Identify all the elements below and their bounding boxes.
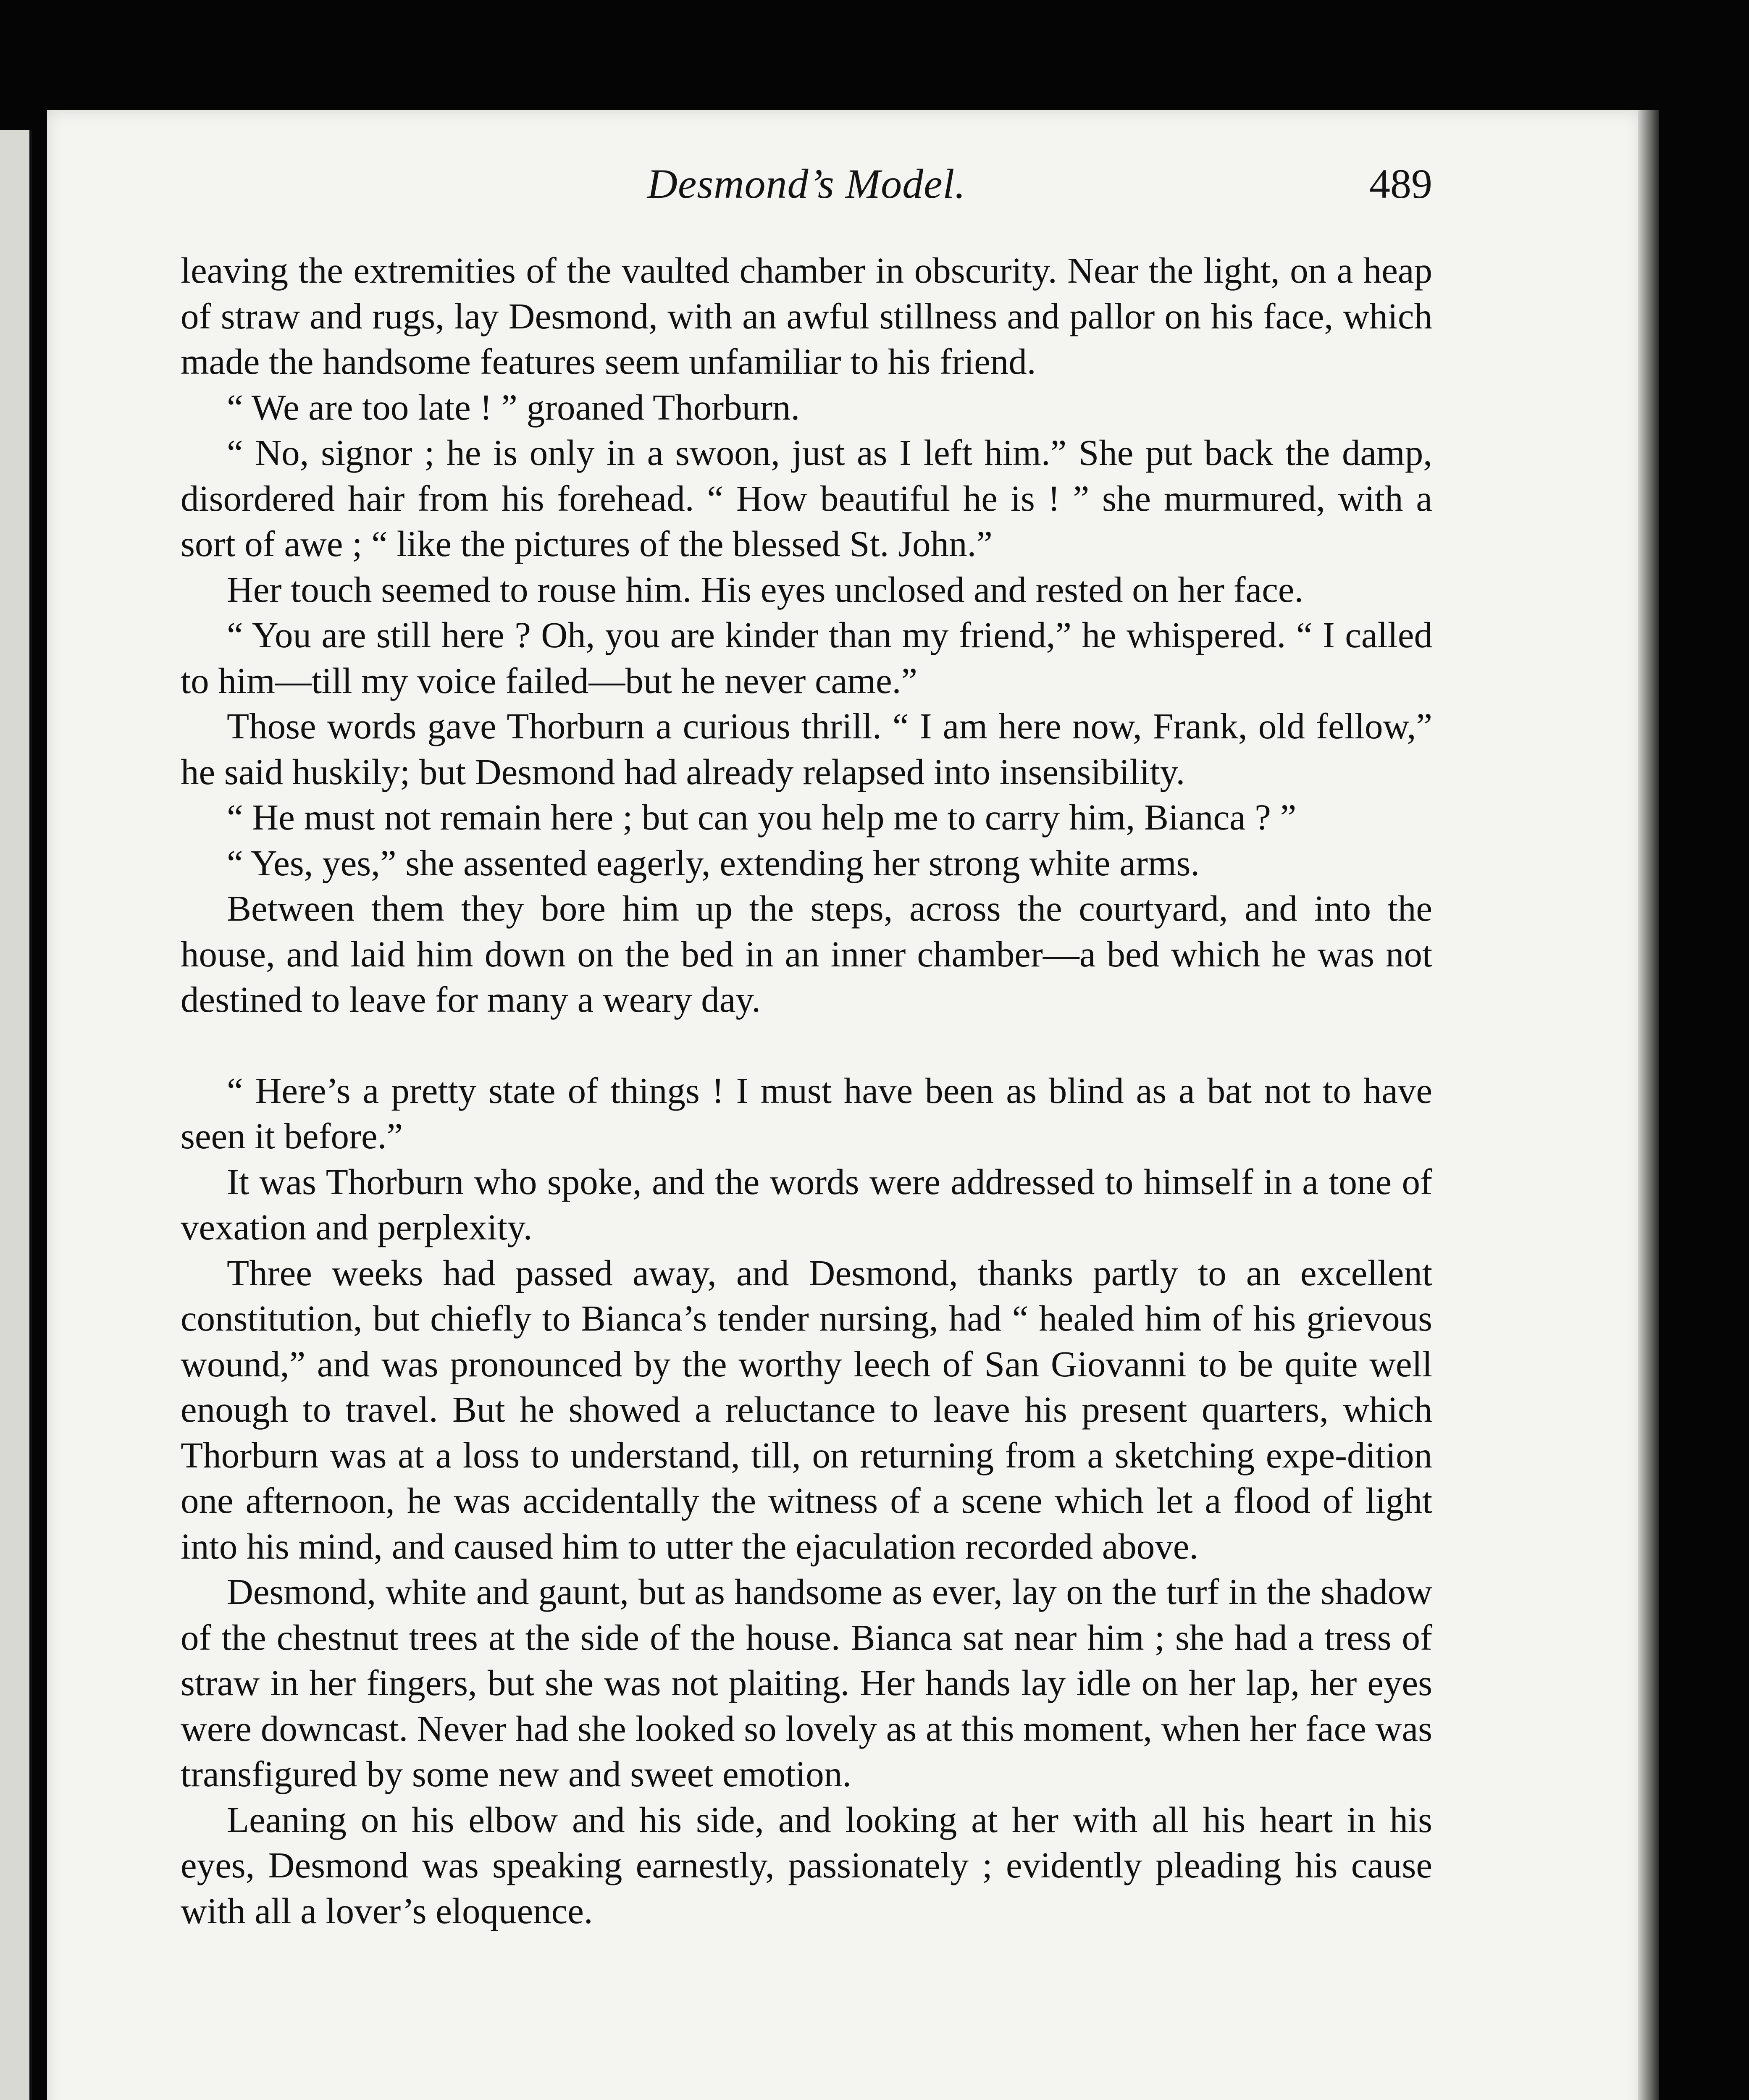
paragraph: “ Yes, yes,” she assented eagerly, extending her strong white arms. bbox=[227, 842, 1200, 883]
paragraph: “ Here’s a pretty state of things ! I must have been as blind as a bat not to have seen it before.” bbox=[181, 1070, 1432, 1156]
paragraph: “ We are too late ! ” groaned Thorburn. bbox=[227, 386, 800, 428]
paragraph: Leaning on his elbow and his side, and looking at her with all his heart in his eyes, Desmond was speaking earnestly, passionately ; evidently pleading his cause with all a lover’s eloquence. bbox=[181, 1799, 1432, 1931]
paragraph: “ You are still here ? Oh, you are kinder than my friend,” he whispered. “ I called to him—till my voice failed—but he never came.” bbox=[181, 614, 1432, 701]
body-text bbox=[181, 248, 1432, 1934]
paragraph: “ No, signor ; he is only in a swoon, just as I left him.” She put back the damp, disordered hair from his forehead. “ How beautiful he is ! ” she murmured, with a sort of awe ; “ like the pictures of the blessed St. John.” bbox=[181, 432, 1432, 564]
page-header bbox=[181, 160, 1432, 244]
page-gutter-shadow bbox=[1638, 110, 1659, 2100]
running-title: Desmond’s Model. bbox=[647, 160, 966, 207]
paragraph: Desmond, white and gaunt, but as handsome as ever, lay on the turf in the shadow of the chestnut trees at the side of the house. Bianca sat near him ; she had a tress of straw in her fingers, but she was not plaiting. Her hands lay idle on her lap, her eyes were downcast. Never had she looked so lovely as at this moment, when her face was transfigured by some new and sweet emotion. bbox=[181, 1571, 1432, 1794]
paragraph: Between them they bore him up the steps, across the courtyard, and into the house, and laid him down on the bed in an inner chamber—a bed which he was not destined to leave for many a weary day. bbox=[181, 888, 1432, 1020]
paragraph: leaving the extremities of the vaulted chamber in obscurity. Near the light, on a heap of straw and rugs, lay Desmond, with an awful stillness and pallor on his face, which made the handsome features seem unfamiliar to his friend. bbox=[181, 250, 1432, 382]
paragraph: Those words gave Thorburn a curious thrill. “ I am here now, Frank, old fellow,” he said huskily; but Desmond had already relapsed into insensibility. bbox=[181, 706, 1432, 792]
paragraph: It was Thorburn who spoke, and the words were addressed to himself in a tone of vexation and perplexity. bbox=[181, 1161, 1432, 1247]
adjacent-page-edge bbox=[0, 130, 32, 2100]
page-number: 489 bbox=[1369, 160, 1432, 207]
paragraph: Her touch seemed to rouse him. His eyes unclosed and rested on her face. bbox=[227, 569, 1304, 610]
paragraph: Three weeks had passed away, and Desmond, thanks partly to an excellent constitution, but chiefly to Bianca’s tender nursing, had “ healed him of his grievous wound,” and was pronounced by the worthy leech of San Giovanni to be quite well enough to travel. But he showed a reluctance to leave his present quarters, which Thorburn was at a loss to understand, till, on returning from a sketching expe-dition one afternoon, he was accidentally the witness of a scene which let a flood of light into his mind, and caused him to utter the ejaculation recorded above. bbox=[181, 1252, 1432, 1567]
paragraph: “ He must not remain here ; but can you help me to carry him, Bianca ? ” bbox=[227, 797, 1297, 837]
section-break bbox=[181, 1023, 1432, 1068]
